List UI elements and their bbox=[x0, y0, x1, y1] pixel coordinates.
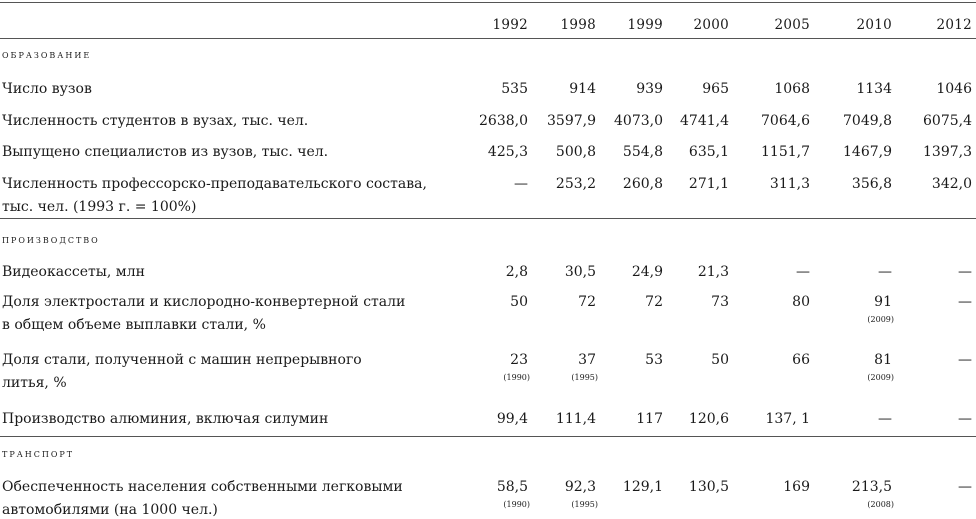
table-cell: 120,6 bbox=[688, 411, 729, 427]
row-label: Выпущено специалистов из вузов, тыс. чел. bbox=[2, 144, 329, 160]
year-note: (1995) bbox=[571, 500, 598, 509]
year-header-2010: 2010 bbox=[856, 17, 892, 33]
table-cell: — bbox=[958, 411, 972, 427]
table-cell: 80 bbox=[792, 294, 810, 310]
table-cell: 137, 1 bbox=[765, 411, 810, 427]
table-cell: 1068 bbox=[774, 81, 810, 97]
year-header-1992: 1992 bbox=[492, 17, 528, 33]
table-cell: — bbox=[958, 479, 972, 495]
row-label: Обеспеченность населения собственными легковыми bbox=[2, 479, 403, 495]
table-cell: 1151,7 bbox=[761, 144, 810, 160]
table-cell: 91 bbox=[874, 294, 892, 310]
row-label: Видеокассеты, млн bbox=[2, 264, 145, 280]
year-header-2005: 2005 bbox=[774, 17, 810, 33]
row-label: в общем объеме выплавки стали, % bbox=[2, 317, 266, 333]
table-cell: 213,5 bbox=[851, 479, 892, 495]
year-note: (2009) bbox=[867, 373, 894, 382]
table-cell: — bbox=[878, 264, 892, 280]
table-cell: 1046 bbox=[936, 81, 972, 97]
table-cell: — bbox=[878, 411, 892, 427]
table-cell: 260,8 bbox=[622, 176, 663, 192]
row-label: автомобилями (на 1000 чел.) bbox=[2, 502, 218, 518]
section-title: транспорт bbox=[2, 447, 75, 460]
table-cell: 111,4 bbox=[555, 411, 596, 427]
section-title: образование bbox=[2, 48, 92, 61]
table-cell: 23 bbox=[510, 352, 528, 368]
row-label: литья, % bbox=[2, 375, 67, 391]
table-cell: 1397,3 bbox=[923, 144, 972, 160]
table-cell: 30,5 bbox=[564, 264, 596, 280]
table-cell: 535 bbox=[501, 81, 528, 97]
table-cell: 37 bbox=[578, 352, 596, 368]
year-note: (1995) bbox=[571, 373, 598, 382]
table-cell: 7049,8 bbox=[843, 113, 892, 129]
table-cell: 2638,0 bbox=[479, 113, 528, 129]
table-cell: 72 bbox=[578, 294, 596, 310]
table-cell: 130,5 bbox=[688, 479, 729, 495]
section-title: производство bbox=[2, 233, 100, 246]
table-cell: 425,3 bbox=[487, 144, 528, 160]
table-cell: 356,8 bbox=[851, 176, 892, 192]
year-note: (1990) bbox=[503, 373, 530, 382]
table-cell: — bbox=[958, 294, 972, 310]
table-cell: 73 bbox=[711, 294, 729, 310]
row-label: Число вузов bbox=[2, 81, 92, 97]
top-rule bbox=[0, 2, 976, 3]
row-label: Численность студентов в вузах, тыс. чел. bbox=[2, 113, 309, 129]
row-label: Численность профессорско-преподавательского состава, bbox=[2, 176, 427, 192]
table-cell: 53 bbox=[645, 352, 663, 368]
table-cell: — bbox=[796, 264, 810, 280]
table-cell: 939 bbox=[636, 81, 663, 97]
table-cell: 271,1 bbox=[688, 176, 729, 192]
row-label: тыс. чел. (1993 г. = 100%) bbox=[2, 199, 197, 215]
table-cell: 1134 bbox=[856, 81, 892, 97]
table-cell: 99,4 bbox=[496, 411, 528, 427]
table-cell: 311,3 bbox=[769, 176, 810, 192]
table-cell: 635,1 bbox=[688, 144, 729, 160]
table-cell: 7064,6 bbox=[761, 113, 810, 129]
row-label: Производство алюминия, включая силумин bbox=[2, 411, 329, 427]
table-cell: 965 bbox=[702, 81, 729, 97]
year-header-2000: 2000 bbox=[693, 17, 729, 33]
table-cell: 342,0 bbox=[931, 176, 972, 192]
table-cell: — bbox=[958, 352, 972, 368]
table-cell: 2,8 bbox=[505, 264, 528, 280]
table-cell: 253,2 bbox=[555, 176, 596, 192]
year-header-2012: 2012 bbox=[936, 17, 972, 33]
table-cell: 129,1 bbox=[622, 479, 663, 495]
table-cell: 50 bbox=[711, 352, 729, 368]
row-label: Доля электростали и кислородно-конвертерной стали bbox=[2, 294, 406, 310]
table-cell: 554,8 bbox=[622, 144, 663, 160]
section-rule bbox=[0, 218, 976, 219]
year-header-1999: 1999 bbox=[627, 17, 663, 33]
year-note: (2009) bbox=[867, 315, 894, 324]
table-cell: 58,5 bbox=[496, 479, 528, 495]
table-cell: 3597,9 bbox=[547, 113, 596, 129]
table-cell: 117 bbox=[636, 411, 663, 427]
table-cell: 4741,4 bbox=[680, 113, 729, 129]
table-cell: 24,9 bbox=[631, 264, 663, 280]
table-cell: 50 bbox=[510, 294, 528, 310]
table-cell: 169 bbox=[783, 479, 810, 495]
table-cell: 914 bbox=[569, 81, 596, 97]
table-cell: 21,3 bbox=[697, 264, 729, 280]
table-cell: 4073,0 bbox=[614, 113, 663, 129]
table-cell: 81 bbox=[874, 352, 892, 368]
table-cell: 92,3 bbox=[564, 479, 596, 495]
table-cell: 500,8 bbox=[555, 144, 596, 160]
table-cell: 1467,9 bbox=[843, 144, 892, 160]
table-cell: 66 bbox=[792, 352, 810, 368]
table-cell: — bbox=[958, 264, 972, 280]
table-cell: — bbox=[514, 176, 528, 192]
section-rule bbox=[0, 436, 976, 437]
year-note: (2008) bbox=[867, 500, 894, 509]
year-note: (1990) bbox=[503, 500, 530, 509]
row-label: Доля стали, полученной с машин непрерывного bbox=[2, 352, 362, 368]
year-header-1998: 1998 bbox=[560, 17, 596, 33]
table-cell: 6075,4 bbox=[923, 113, 972, 129]
table-cell: 72 bbox=[645, 294, 663, 310]
year-header-row bbox=[0, 8, 976, 36]
header-rule bbox=[0, 38, 976, 39]
